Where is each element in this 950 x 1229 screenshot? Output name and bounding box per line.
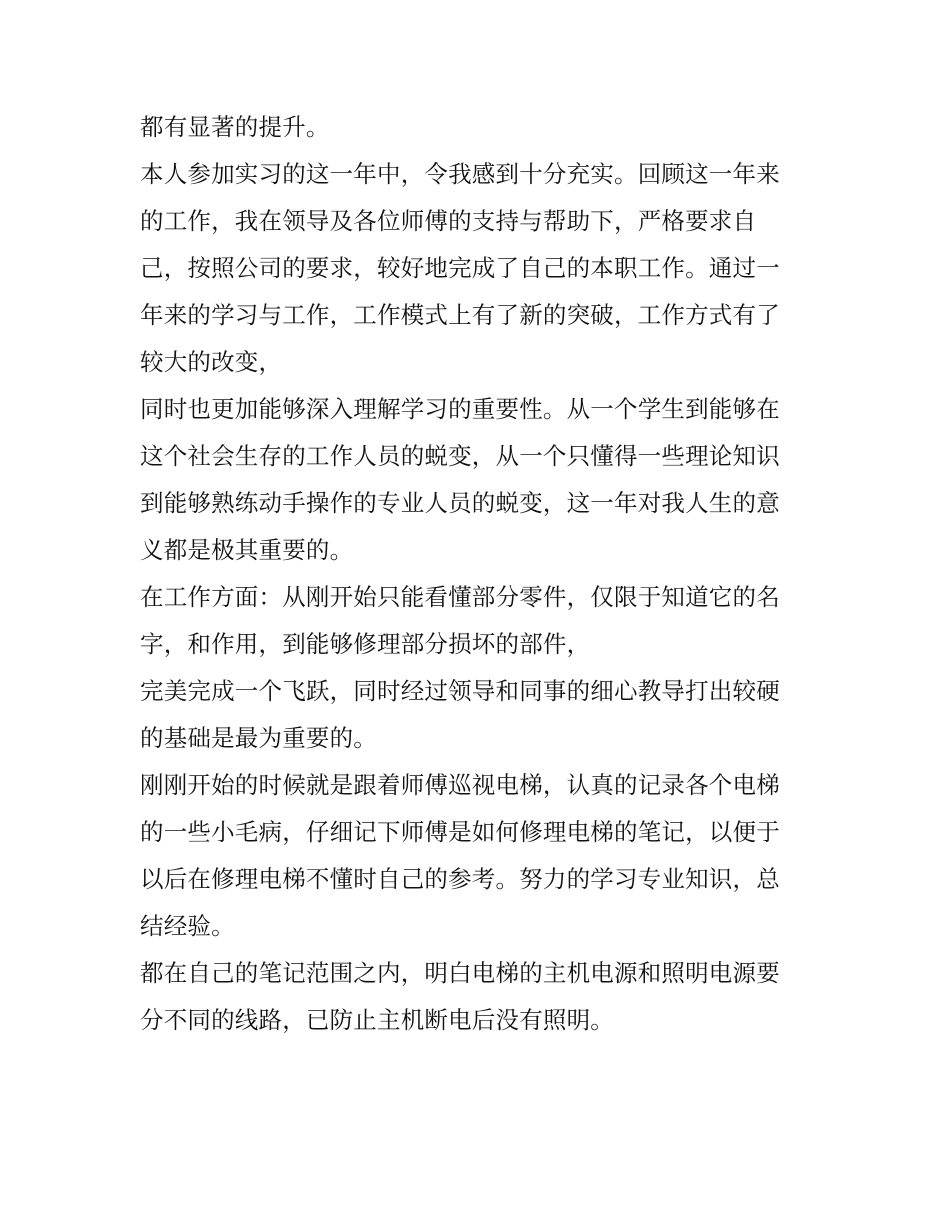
text-line: 的一些小毛病，仔细记下师傅是如何修理电梯的笔记，以便于 — [140, 818, 780, 846]
text-line: 完美完成一个飞跃，同时经过领导和同事的细心教导打出较硬 — [140, 677, 780, 705]
text-line: 年来的学习与工作，工作模式上有了新的突破，工作方式有了 — [140, 301, 780, 329]
text-line: 都在自己的笔记范围之内，明白电梯的主机电源和照明电源要 — [140, 959, 780, 987]
text-line: 结经验。 — [140, 912, 235, 940]
text-line: 同时也更加能够深入理解学习的重要性。从一个学生到能够在 — [140, 395, 780, 423]
text-line: 的工作，我在领导及各位师傅的支持与帮助下，严格要求自 — [140, 207, 757, 235]
text-line: 的基础是最为重要的。 — [140, 724, 377, 752]
text-line: 这个社会生存的工作人员的蜕变，从一个只懂得一些理论知识 — [140, 442, 780, 470]
text-line: 本人参加实习的这一年中，令我感到十分充实。回顾这一年来 — [140, 160, 780, 188]
text-line: 分不同的线路，已防止主机断电后没有照明。 — [140, 1006, 614, 1034]
text-line: 字，和作用，到能够修理部分损坏的部件， — [140, 630, 591, 658]
text-line: 都有显著的提升。 — [140, 113, 330, 141]
text-line: 以后在修理电梯不懂时自己的参考。努力的学习专业知识，总 — [140, 865, 780, 893]
text-line: 到能够熟练动手操作的专业人员的蜕变，这一年对我人生的意 — [140, 489, 780, 517]
text-line: 义都是极其重要的。 — [140, 536, 354, 564]
text-line: 刚刚开始的时候就是跟着师傅巡视电梯，认真的记录各个电梯 — [140, 771, 780, 799]
text-line: 己，按照公司的要求，较好地完成了自己的本职工作。通过一 — [140, 254, 780, 282]
text-line: 在工作方面：从刚开始只能看懂部分零件，仅限于知道它的名 — [140, 583, 780, 611]
document-body — [140, 104, 820, 1044]
text-line: 较大的改变， — [140, 348, 283, 376]
